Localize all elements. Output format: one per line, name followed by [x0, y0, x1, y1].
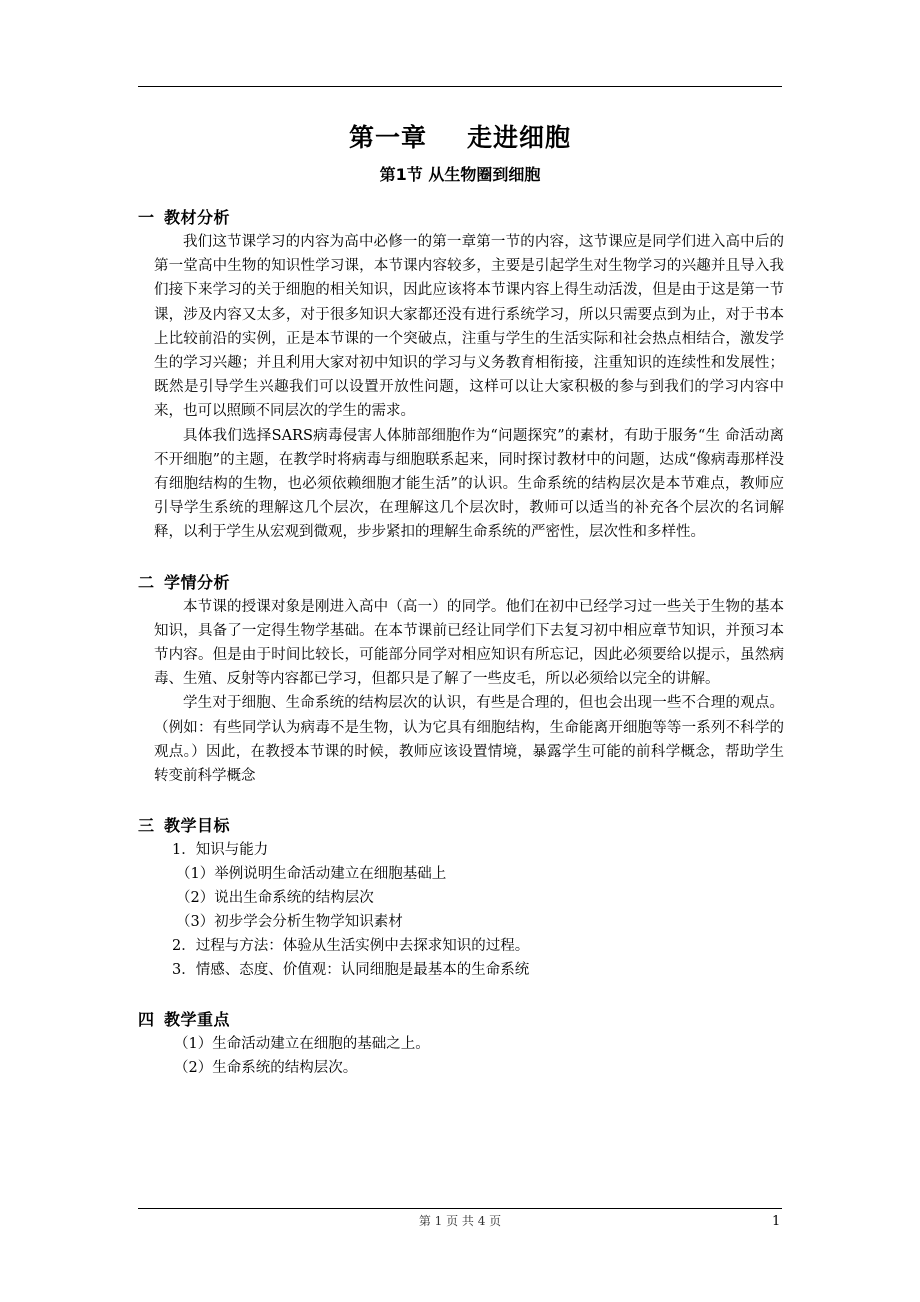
chapter-number: 第一章: [348, 123, 427, 152]
paragraph: 我们这节课学习的内容为高中必修一的第一章第一节的内容，这节课应是同学们进入高中后的第一堂高中生物的知识性学习课，本节课内容较多，主要是引起学生对生物学习的兴趣并且导入我们接下来学习的关于细胞的相关知识，因此应该将本节课内容上得生动活泼，但是由于这是第一节课，涉及内容又太多，对于很多知识大家都还没有进行系统学习，所以只需要点到为止，对于书本上比较前沿的实例，正是本节课的一个突破点，注重与学生的生活实际和社会热点相结合，激发学生的学习兴趣；并且利用大家对初中知识的学习与义务教育相衔接，注重知识的连续性和发展性；既然是引导学生兴趣我们可以设置开放性问题，这样可以让大家积极的参与到我们的学习内容中来，也可以照顾不同层次的学生的需求。: [154, 234, 784, 420]
list-item: （2）生命系统的结构层次。: [174, 1060, 358, 1077]
footer-rule: [138, 1208, 782, 1209]
heading-teaching-focus: 四 教学重点: [138, 1010, 231, 1030]
list-item: （1）举例说明生命活动建立在细胞基础上: [176, 866, 447, 883]
page-footer: 第 1 页 共 4 页: [418, 1214, 502, 1228]
paragraph: 本节课的授课对象是刚进入高中（高一）的同学。他们在初中已经学习过一些关于生物的基本知识，具备了一定得生物学基础。在本节课前已经让同学们下去复习初中相应章节知识，并预习本节内容。但是由于时间比较长，可能部分同学对相应知识有所忘记，因此必须要给以提示，虽然病毒、生殖、反射等内容都已学习，但都只是了解了一些皮毛，所以必须给以完全的讲解。: [154, 598, 784, 688]
page-number: 1: [772, 1214, 781, 1229]
heading-teaching-objectives: 三 教学目标: [138, 816, 231, 836]
list-item: 3．情感、态度、价值观：认同细胞是最基本的生命系统: [172, 962, 530, 979]
paragraph: 具体我们选择SARS病毒侵害人体肺部细胞作为“问题探究”的素材，有助于服务“生 命活动离不开细胞”的主题，在教学时将病毒与细胞联系起来，同时探讨教材中的问题，达成“像病毒那样没有细胞结构的生物，也必须依赖细胞才能生活”的认识。生命系统的结构层次是本节难点，教师应引导学生系统的理解这几个层次，在理解这几个层次时，教师可以适当的补充各个层次的名词解释，以利于学生从宏观到微观，步步紧扣的理解生命系统的严密性，层次性和多样性。: [154, 427, 784, 541]
list-item: （3）初步学会分析生物学知识素材: [176, 914, 403, 931]
heading-learner-analysis: 二 学情分析: [138, 572, 231, 592]
paragraph: 学生对于细胞、生命系统的结构层次的认识，有些是合理的，但也会出现一些不合理的观点。（例如：有些同学认为病毒不是生物，认为它具有细胞结构，生命能离开细胞等等一系列不科学的观点。）因此，在教授本节课的时候，教师应该设置情境，暴露学生可能的前科学概念，帮助学生转变前科学概念: [154, 695, 784, 785]
header-rule: [138, 86, 782, 87]
chapter-name: 走进细胞: [467, 123, 572, 152]
chapter-title: [0, 118, 920, 154]
list-item: 1．知识与能力: [172, 842, 269, 859]
list-item: （2）说出生命系统的结构层次: [176, 890, 374, 907]
heading-textbook-analysis: 一 教材分析: [138, 208, 231, 227]
list-item: 2．过程与方法：体验从生活实例中去探求知识的过程。: [172, 938, 530, 955]
document-body: [138, 206, 784, 1080]
list-item: （1）生命活动建立在细胞的基础之上。: [174, 1036, 430, 1053]
section-title: 第1节 从生物圈到细胞: [379, 165, 541, 184]
